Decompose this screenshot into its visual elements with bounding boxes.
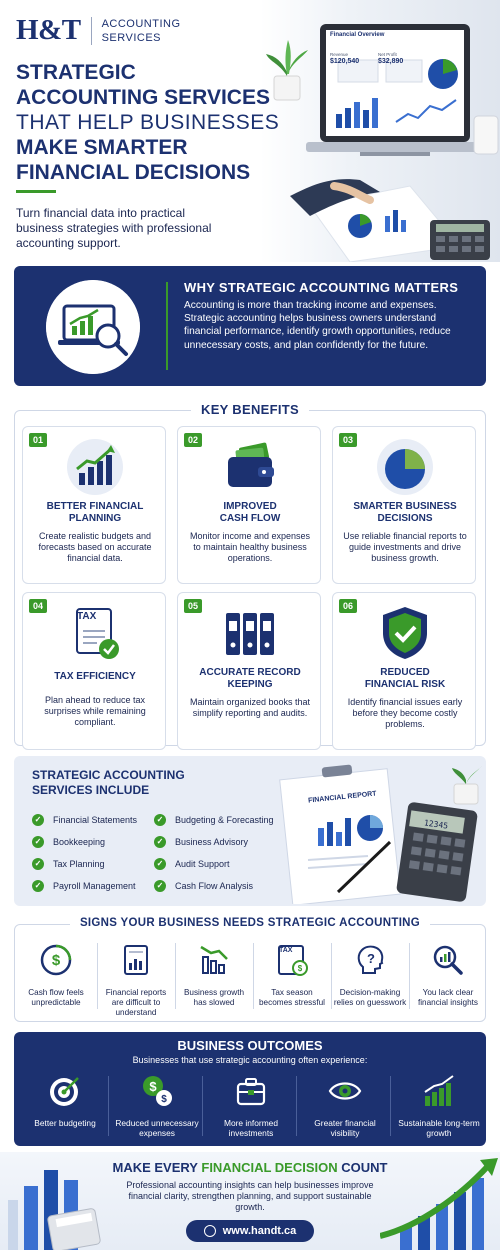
magnifier-chart-icon [431,943,465,977]
sign-item [177,943,251,1008]
benefit-desc: Create realistic budgets and forecasts based on accurate financial data. [38,531,152,563]
dollar-cycle-icon [39,943,73,977]
hero-title-line2: ACCOUNTING SERVICES [16,86,270,109]
tax-tag: TAX [77,611,97,622]
footer-title: MAKE EVERY FINANCIAL DECISION COUNT [112,1160,388,1175]
wallet-icon [220,437,280,497]
benefit-number: 03 [339,433,357,447]
hero-accent-rule [16,190,56,193]
sign-item [19,943,93,1008]
growth-bars-icon [422,1074,456,1108]
benefit-title: SMARTER BUSINESS DECISIONS [353,501,457,524]
mug-icon [470,112,500,158]
outcome-item [22,1074,108,1128]
outcome-divider [108,1076,109,1136]
check-icon: ✓ [154,814,166,826]
question-head-icon [353,943,387,977]
benefit-title: TAX EFFICIENCY [54,671,136,682]
service-item: ✓ Budgeting & Forecasting [154,814,274,826]
benefit-title: ACCURATE RECORD KEEPING [199,667,301,690]
laptop-magnifier-icon [46,280,140,374]
why-title: WHY STRATEGIC ACCOUNTING MATTERS [184,280,459,295]
calculator-display: 12345 [423,818,449,831]
why-divider [166,282,168,370]
outcomes-section [14,1032,486,1146]
sign-item [99,943,173,1018]
why-body: Accounting is more than tracking income and expenses. Strategic accounting helps business owners understand financial performance, identify growth opportunities, reduce unnecessary costs, and plan confidently for the future. [184,300,451,351]
sign-item [411,943,485,1008]
growth-arrow-illustration [380,1156,500,1250]
svg-text:$: $ [161,1094,167,1105]
signs-title [0,917,500,929]
sign-text: You lack clear financial insights [417,988,479,1007]
sign-divider [97,943,98,1009]
outcome-item [302,1074,388,1138]
benefit-desc: Use reliable financial reports to guide investments and drive business growth. [343,531,467,563]
sign-divider [331,943,332,1009]
sign-item [255,943,329,1008]
shield-check-icon [375,603,435,663]
benefit-title: REDUCED FINANCIAL RISK [364,667,446,690]
brand-logo[interactable] [16,14,181,47]
service-item: ✓ Tax Planning [32,858,105,870]
sign-divider [175,943,176,1009]
benefit-card-6 [332,592,476,750]
service-item: ✓ Bookkeeping [32,836,105,848]
outcome-item [114,1074,200,1138]
svg-text:$: $ [51,952,61,969]
benefit-card-4 [22,592,166,750]
laptop-revenue-value: $120,540 [330,58,360,65]
hero-title-line5: FINANCIAL DECISIONS [16,161,251,184]
service-item: ✓ Cash Flow Analysis [154,880,253,892]
brand-tagline [102,17,181,45]
report-icon [119,943,153,977]
check-icon: ✓ [32,836,44,848]
svg-text:$: $ [149,1079,157,1094]
footer-section [0,1152,500,1250]
check-icon: ✓ [154,858,166,870]
briefcase-icon [234,1074,268,1108]
binders-icon [220,603,280,663]
website-text: www.handt.ca [222,1225,297,1237]
desk-papers-illustration [290,176,500,262]
outcomes-title: BUSINESS OUTCOMES [177,1038,323,1053]
benefit-desc: Maintain organized books that simplify reporting and audits. [189,697,311,718]
signs-title-text: SIGNS YOUR BUSINESS NEEDS STRATEGIC ACCOUNTING [70,917,430,929]
logo-divider [91,17,92,45]
sign-divider [253,943,254,1009]
benefit-card-2 [177,426,321,584]
target-icon [48,1074,82,1108]
globe-icon [204,1225,216,1237]
benefit-card-1 [22,426,166,584]
hero-title-line4: MAKE SMARTER [16,136,188,159]
sign-text: Cash flow feels unpredictable [28,988,84,1007]
service-item: ✓ Business Advisory [154,836,248,848]
outcome-item [208,1074,294,1138]
benefit-card-5 [177,592,321,750]
hero-title-line1: STRATEGIC [16,61,136,84]
sign-divider [409,943,410,1009]
benefit-title: BETTER FINANCIAL PLANNING [46,501,144,524]
laptop-profit-value: $32,890 [378,58,404,65]
benefit-desc: Plan ahead to reduce tax surprises while remaining compliant. [44,695,146,727]
eye-icon [328,1074,362,1108]
laptop-heading: Financial Overview [330,32,385,38]
tax-tag: TAX [279,947,293,954]
outcome-divider [296,1076,297,1136]
service-item: ✓ Payroll Management [32,880,136,892]
outcome-text: Better budgeting [34,1118,96,1128]
coins-icon [140,1074,174,1108]
svg-text:$: $ [297,964,303,973]
outcome-text: Reduced unnecessary expenses [115,1118,199,1138]
check-icon: ✓ [32,880,44,892]
why-section [14,266,486,386]
hero-subtitle: Turn financial data into practical business strategies with professional accounting support. [16,206,212,250]
benefit-number: 04 [29,599,47,613]
check-icon: ✓ [32,814,44,826]
outcome-text: More informed investments [224,1118,278,1138]
footer-body: Professional accounting insights can help businesses improve financial clarity, strengthen planning, and support sustainable growth. [126,1180,374,1212]
hero-section [0,0,500,262]
outcome-divider [202,1076,203,1136]
sign-text: Business growth has slowed [183,988,245,1007]
svg-text:?: ? [367,951,375,966]
brand-line2: SERVICES [101,31,161,44]
outcome-item [396,1074,482,1138]
benefit-desc: Monitor income and expenses to maintain healthy business operations. [189,531,311,563]
website-link-button[interactable] [186,1220,314,1242]
benefit-number: 02 [184,433,202,447]
bar-chart-up-icon [65,437,125,497]
laptop-revenue-label: Revenue [330,52,349,57]
benefit-title: IMPROVED CASH FLOW [219,501,281,524]
service-item: ✓ Financial Statements [32,814,137,826]
sign-text: Financial reports are difficult to understand [105,988,167,1017]
outcome-divider [390,1076,391,1136]
laptop-profit-label: Net Profit [378,52,397,57]
benefit-number: 05 [184,599,202,613]
benefit-desc: Identify financial issues early before they become costly problems. [347,697,463,729]
check-icon: ✓ [154,836,166,848]
brand-mark: H&T [16,14,81,46]
benefits-title [0,402,500,417]
sign-item [333,943,407,1008]
laptop-illustration [300,18,490,183]
check-icon: ✓ [32,858,44,870]
report-label: FINANCIAL REPORT [307,790,377,805]
benefits-title-text: KEY BENEFITS [191,402,309,417]
signs-section [14,924,486,1022]
hero-title [16,60,286,185]
benefit-number: 01 [29,433,47,447]
services-title: STRATEGIC ACCOUNTING SERVICES INCLUDE [32,768,185,797]
sign-text: Tax season becomes stressful [259,988,325,1007]
pie-chart-icon [375,437,435,497]
check-icon: ✓ [154,880,166,892]
hero-title-line3: THAT HELP BUSINESSES [16,111,280,134]
benefit-number: 06 [339,599,357,613]
financial-report-illustration [278,762,486,904]
service-item: ✓ Audit Support [154,858,230,870]
outcome-text: Greater financial visibility [314,1118,376,1138]
sign-text: Decision-making relies on guesswork [333,988,407,1007]
declining-chart-icon [197,943,231,977]
outcomes-subtitle: Businesses that use strategic accounting often experience: [132,1055,368,1065]
brand-line1: ACCOUNTING [101,17,181,30]
benefit-card-3 [332,426,476,584]
services-section [14,756,486,906]
plant-icon [262,38,312,102]
outcome-text: Sustainable long-term growth [398,1118,480,1138]
